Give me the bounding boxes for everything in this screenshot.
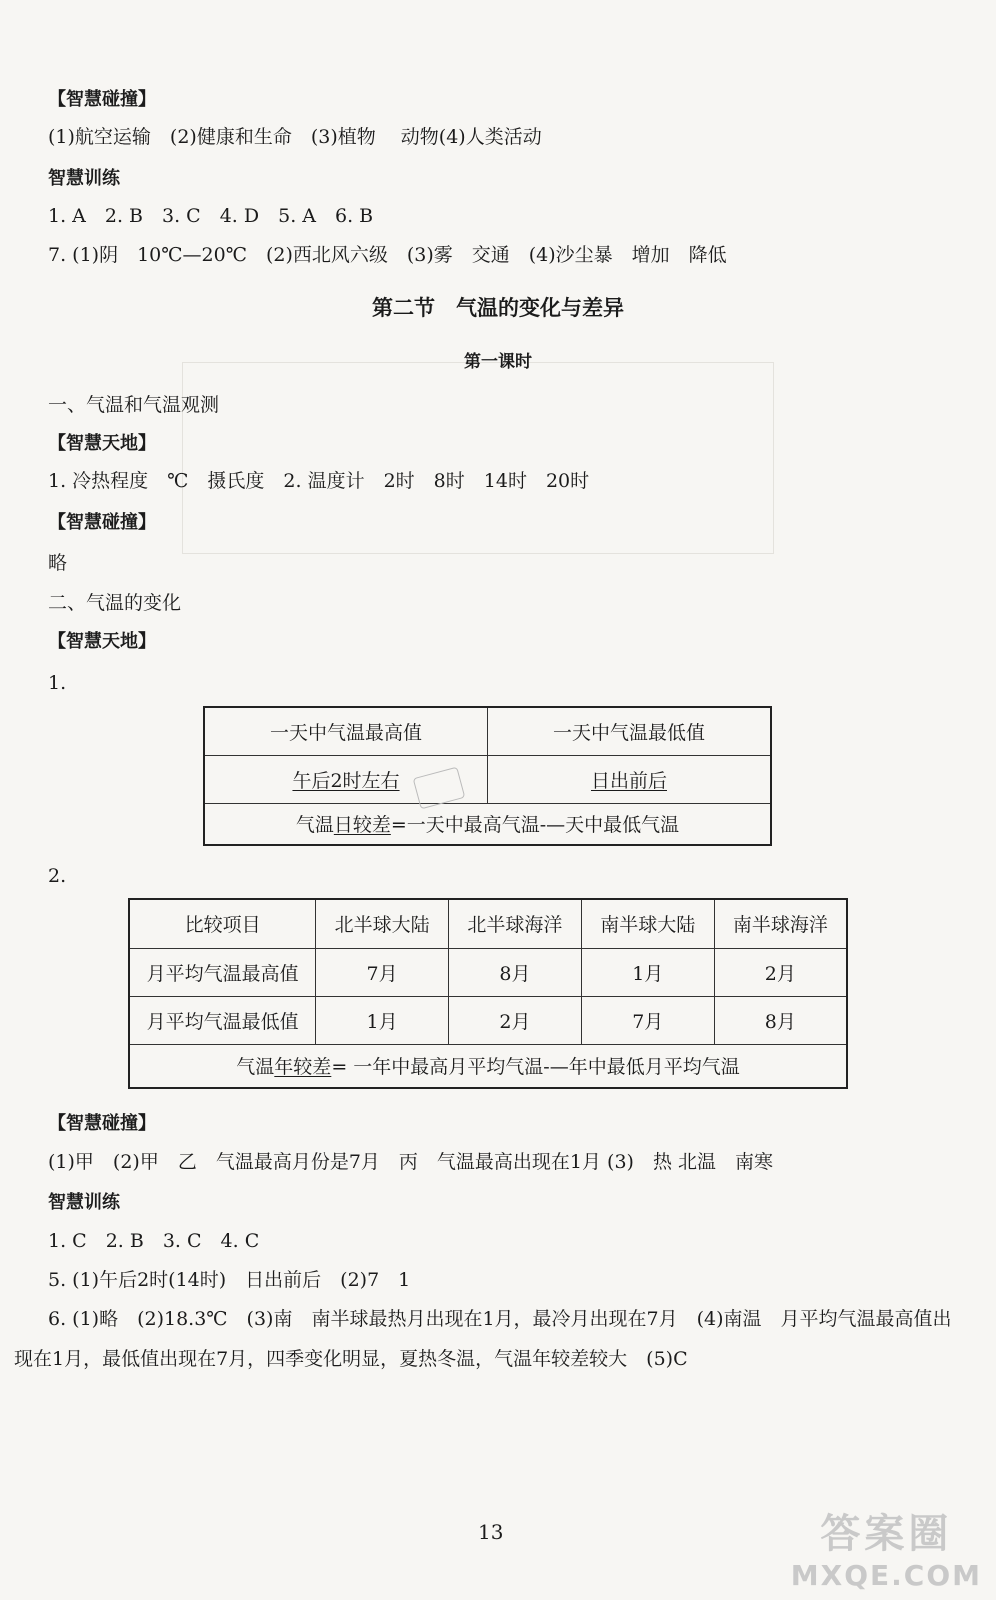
table-cell: 8月 xyxy=(449,948,582,996)
table-cell xyxy=(488,755,772,803)
answer-line: (1)甲 (2)甲 乙 气温最高月份是7月 丙 气温最高出现在1月 (3) 热 北温 南寒 xyxy=(48,1151,773,1173)
formula-rest: =一天中最高气温-—天中最低气温 xyxy=(390,814,680,837)
answer-line: 1. 冷热程度 ℃ 摄氏度 2. 温度计 2时 8时 14时 20时 xyxy=(48,470,590,492)
table-header-cell: 比较项目 xyxy=(129,899,316,948)
formula-lead: 气温 xyxy=(295,814,334,837)
watermark-top: 答案圈 xyxy=(820,1511,953,1557)
annual-temperature-table xyxy=(128,898,848,1089)
table-header-cell: 一天中气温最高值 xyxy=(204,707,488,755)
answer-line: 5. (1)午后2时(14时) 日出前后 (2)7 1 xyxy=(48,1269,411,1291)
table-cell: 2月 xyxy=(714,948,847,996)
watermark-logo xyxy=(791,1502,982,1592)
table-header-cell: 南半球海洋 xyxy=(714,899,847,948)
formula-term: 年较差 xyxy=(274,1056,332,1079)
table-row-label: 月平均气温最低值 xyxy=(129,996,316,1044)
page-number: 13 xyxy=(478,1520,504,1544)
table-cell: 8月 xyxy=(714,996,847,1044)
answer-line: 1. A 2. B 3. C 4. D 5. A 6. B xyxy=(48,205,374,227)
ghost-table-bleedthrough xyxy=(182,362,774,554)
table-header-cell: 北半球海洋 xyxy=(449,899,582,948)
answer-line: 1. C 2. B 3. C 4. C xyxy=(48,1230,260,1252)
table-cell-value: 午后2时左右 xyxy=(292,769,400,792)
table-cell: 2月 xyxy=(449,996,582,1044)
heading-collision-3: 【智慧碰撞】 xyxy=(48,1113,156,1134)
table-cell: 1月 xyxy=(581,948,714,996)
answer-line: 略 xyxy=(48,552,68,574)
table-cell-value: 日出前后 xyxy=(590,769,667,792)
watermark-bottom: MXQE.COM xyxy=(790,1559,982,1592)
table-header-cell: 北半球大陆 xyxy=(316,899,449,948)
heading-training-2: 智慧训练 xyxy=(48,1192,120,1213)
question-label: 2. xyxy=(48,865,67,887)
heading-wisdom-world-2: 【智慧天地】 xyxy=(48,631,156,652)
heading-collision-2: 【智慧碰撞】 xyxy=(48,512,156,533)
answer-line: 6. (1)略 (2)18.3℃ (3)南 南半球最热月出现在1月，最冷月出现在7月 (4)南温 月平均气温最高值出 xyxy=(48,1308,952,1330)
section-title: 第二节 气温的变化与差异 xyxy=(372,296,624,320)
answer-line: (1)航空运输 (2)健康和生命 (3)植物 动物(4)人类活动 xyxy=(48,126,542,148)
heading-wisdom-world-1: 【智慧天地】 xyxy=(48,433,156,454)
question-label: 1. xyxy=(48,672,67,694)
table-header-cell: 南半球大陆 xyxy=(581,899,714,948)
part-title: 二、气温的变化 xyxy=(48,592,182,614)
formula-rest: = 一年中最高月平均气温-—年中最低月平均气温 xyxy=(331,1056,740,1079)
table-cell: 7月 xyxy=(581,996,714,1044)
heading-collision-1: 【智慧碰撞】 xyxy=(48,89,156,110)
table-cell: 7月 xyxy=(316,948,449,996)
formula-cell xyxy=(129,1044,847,1088)
formula-lead: 气温 xyxy=(236,1056,275,1079)
formula-term: 日较差 xyxy=(333,814,391,837)
answer-line: 现在1月，最低值出现在7月，四季变化明显，夏热冬温，气温年较差较大 (5)C xyxy=(14,1348,688,1370)
table-row-label: 月平均气温最高值 xyxy=(129,948,316,996)
answer-line: 7. (1)阴 10℃—20℃ (2)西北风六级 (3)雾 交通 (4)沙尘暴 增加 降低 xyxy=(48,244,727,266)
daily-temperature-table xyxy=(203,706,772,846)
heading-training-1: 智慧训练 xyxy=(48,168,120,189)
formula-cell xyxy=(204,803,771,845)
table-header-cell: 一天中气温最低值 xyxy=(488,707,772,755)
table-cell: 1月 xyxy=(316,996,449,1044)
lesson-title: 第一课时 xyxy=(464,352,532,372)
part-title: 一、气温和气温观测 xyxy=(48,394,220,416)
